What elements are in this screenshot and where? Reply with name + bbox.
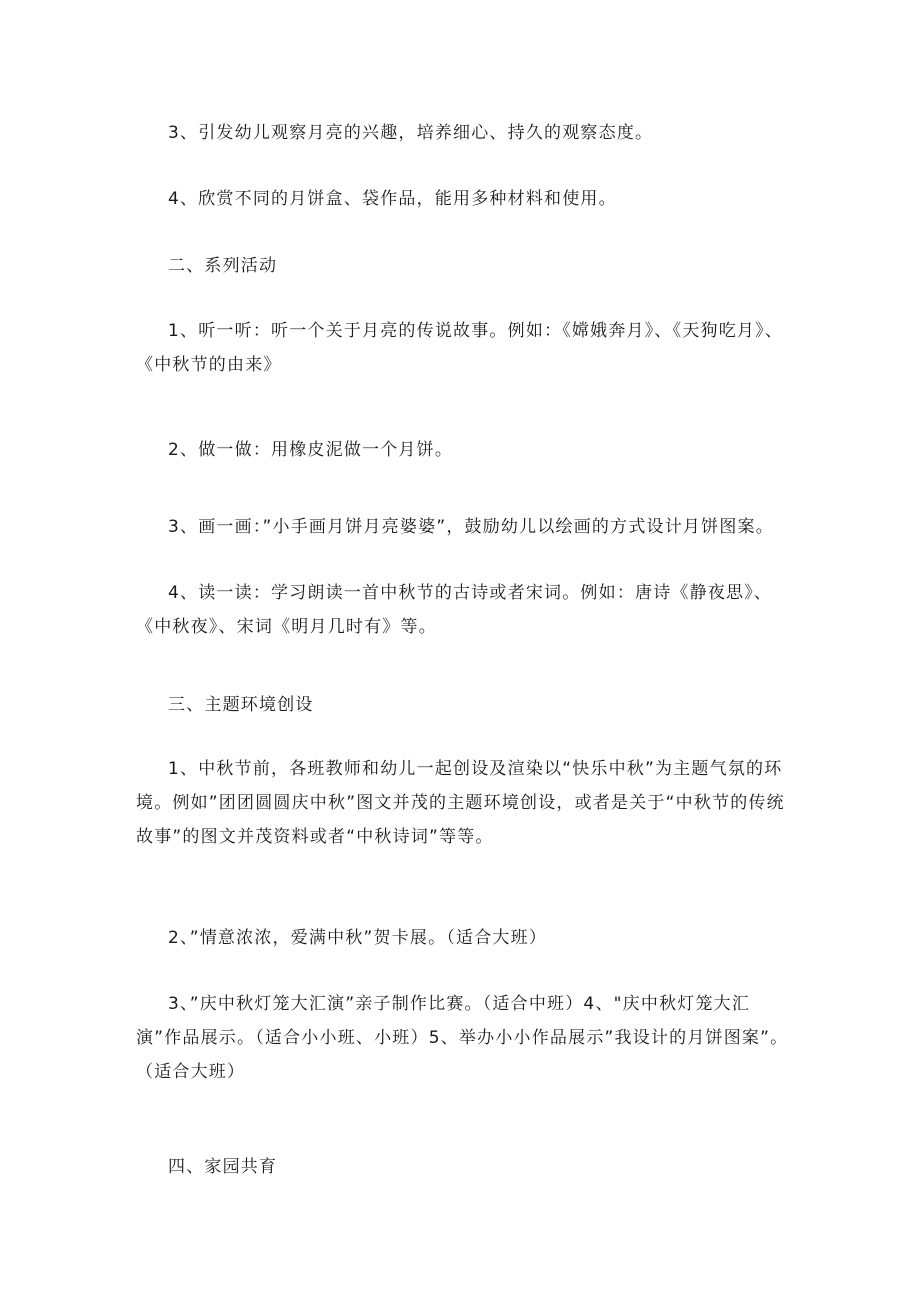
paragraph-text: 3、画一画：”小手画月饼月亮婆婆”，鼓励幼儿以绘画的方式设计月饼图案。 — [168, 517, 774, 537]
paragraph-environment-2 — [136, 921, 796, 955]
paragraph-text: 1、听一听：听一个关于月亮的传说故事。例如：《嫦娥奔月》、《天狗吃月》、《中秋节的由来》 — [136, 321, 784, 375]
section-heading-series-activities — [136, 249, 796, 283]
heading-text: 二、系列活动 — [168, 256, 278, 276]
paragraph-text: 3、引发幼儿观察月亮的兴趣，培养细心、持久的观察态度。 — [168, 123, 654, 143]
section-heading-home-school — [136, 1150, 796, 1184]
paragraph-text: 2、”情意浓浓，爱满中秋”贺卡展。（适合大班） — [168, 928, 548, 948]
paragraph-goal-3 — [136, 116, 796, 150]
heading-text: 三、主题环境创设 — [168, 695, 314, 715]
heading-text: 四、家园共育 — [168, 1157, 278, 1177]
paragraph-text: 2、做一做：用橡皮泥做一个月饼。 — [168, 440, 454, 460]
paragraph-text: 4、欣赏不同的月饼盒、袋作品，能用多种材料和使用。 — [168, 189, 617, 209]
paragraph-activity-draw — [136, 510, 796, 544]
paragraph-text: 3、”庆中秋灯笼大汇演”亲子制作比赛。（适合中班）4、"庆中秋灯笼大汇演”作品展示。（适合小小班、小班）5、举办小小作品展示”我设计的月饼图案”。（适合大班） — [136, 994, 789, 1082]
paragraph-text: 1、中秋节前，各班教师和幼儿一起创设及渲染以“快乐中秋”为主题气氛的环境。例如”团团圆圆庆中秋”图文并茂的主题环境创设，或者是关于“中秋节的传统故事”的图文并茂资料或者“中秋诗词”等等。 — [136, 759, 785, 847]
paragraph-activity-read — [136, 576, 796, 644]
paragraph-activity-listen — [136, 314, 796, 382]
section-heading-environment — [136, 688, 796, 722]
paragraph-activity-make — [136, 433, 796, 467]
paragraph-goal-4 — [136, 182, 796, 216]
paragraph-environment-1 — [136, 752, 796, 854]
paragraph-environment-3 — [136, 987, 796, 1089]
paragraph-text: 4、读一读：学习朗读一首中秋节的古诗或者宋词。例如：唐诗《静夜思》、《中秋夜》、宋词《明月几时有》等。 — [136, 583, 773, 637]
